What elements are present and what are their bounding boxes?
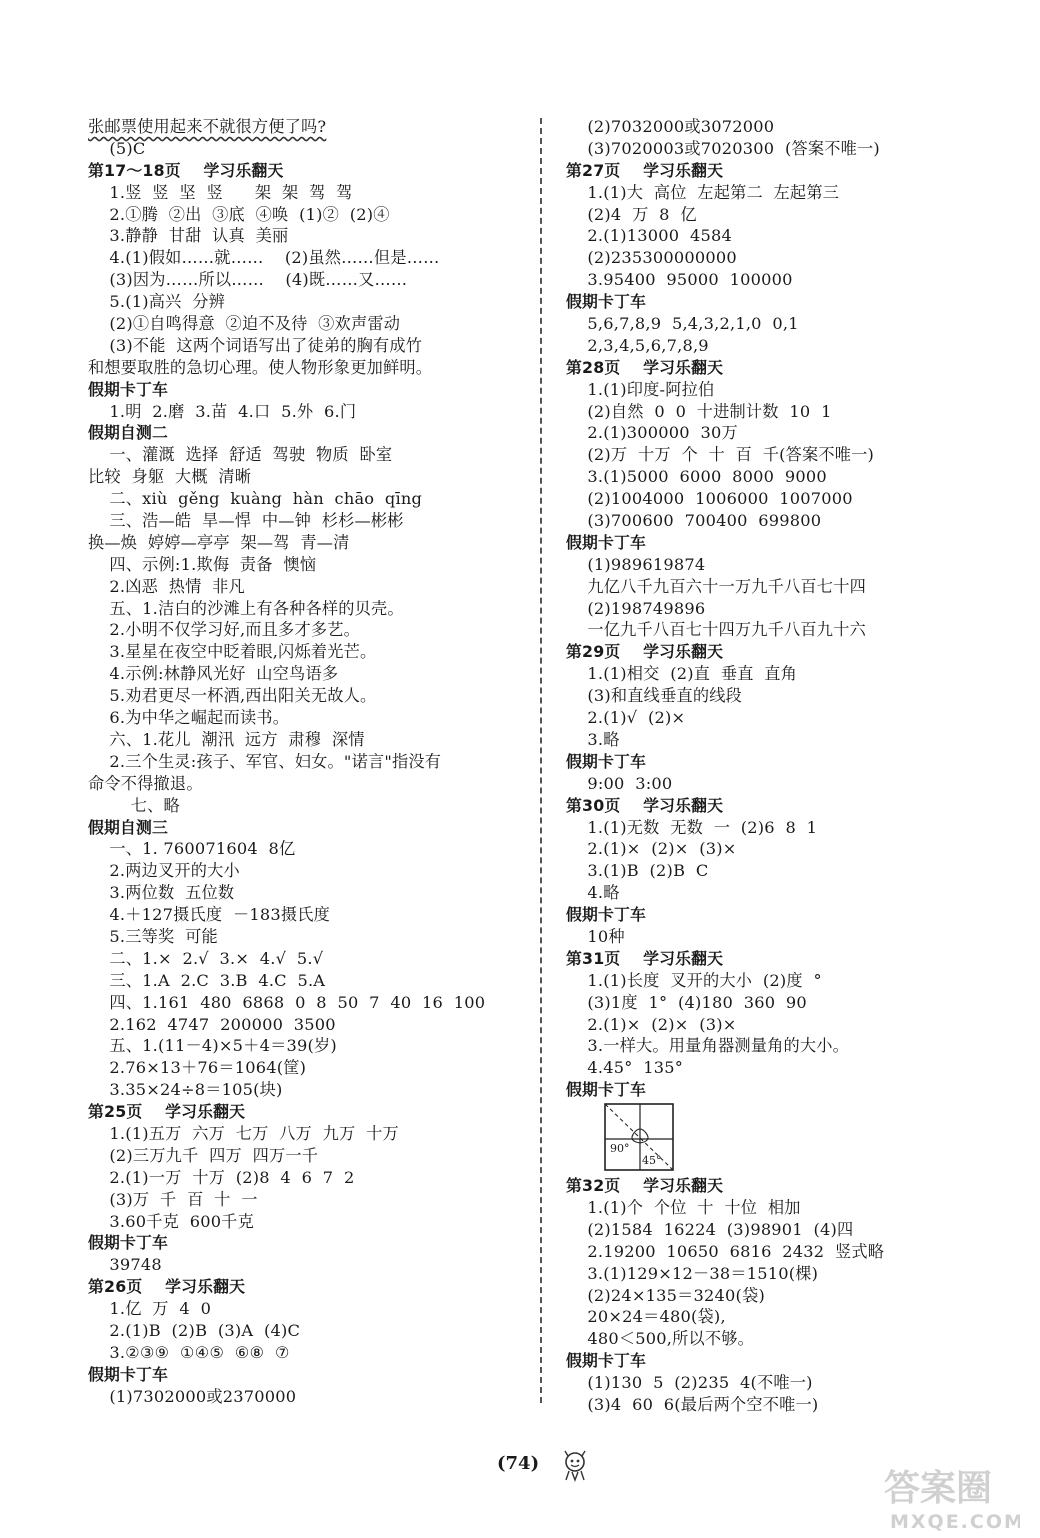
left-column	[88, 116, 518, 1408]
answer-line: 5.(1)高兴 分辨	[88, 292, 225, 312]
section-heading: 假期卡丁车	[88, 1364, 168, 1384]
section-heading: 第32页 学习乐翻天	[566, 1176, 724, 1196]
answer-line: 2.(1)一万 十万 (2)8 4 6 7 2	[88, 1167, 355, 1187]
column-divider	[540, 118, 542, 1403]
section-heading: 假期卡丁车	[566, 1351, 646, 1371]
answer-line: 五、1.(11－4)×5＋4＝39(岁)	[88, 1036, 337, 1056]
section-heading: 第30页 学习乐翻天	[566, 795, 724, 815]
answer-line: 3.两位数 五位数	[88, 883, 235, 903]
answer-line: 3.(1)129×12－38＝1510(棵)	[566, 1263, 819, 1283]
answer-line: 5.三等奖 可能	[88, 926, 218, 946]
answer-line: 3.95400 95000 100000	[566, 270, 793, 290]
answer-line: 四、示例:1.欺侮 责备 懊恼	[88, 554, 317, 574]
answer-line: 4.略	[566, 883, 620, 903]
answer-line: 六、1.花儿 潮汛 远方 肃穆 深情	[88, 729, 365, 749]
answer-line: 4.(1)假如……就…… (2)虽然……但是……	[88, 248, 440, 268]
answer-line: (2)4 万 8 亿	[566, 204, 697, 224]
answer-line: (1)130 5 (2)235 4(不唯一)	[566, 1373, 813, 1393]
answer-line: 1.(1)长度 叉开的大小 (2)度 °	[566, 970, 822, 990]
answer-line: (3)和直线垂直的线段	[566, 686, 743, 706]
answer-line: 3.60千克 600千克	[88, 1211, 254, 1231]
answer-line: 1.(1)相交 (2)直 垂直 直角	[566, 664, 798, 684]
section-heading: 第28页 学习乐翻天	[566, 357, 724, 377]
answer-line: 七、略	[88, 795, 180, 815]
angle-label-a: 90°	[610, 1142, 630, 1156]
answer-line: 命令不得撤退。	[88, 773, 203, 793]
answer-line: (5)C	[88, 138, 146, 158]
watermark-logo	[880, 1462, 1020, 1534]
answer-line: 3.略	[566, 729, 620, 749]
answer-line: (2)7032000或3072000	[566, 117, 775, 136]
section-heading: 第26页 学习乐翻天	[88, 1277, 246, 1297]
answer-line: (2)24×135＝3240(袋)	[566, 1285, 765, 1305]
answer-line: (2)自然 0 0 十进制计数 10 1	[566, 401, 832, 421]
watermark-line1: 答案圈	[884, 1468, 993, 1509]
answer-line: 3.35×24÷8＝105(块)	[88, 1080, 283, 1100]
answer-line: (2)三万九千 四万 四万一千	[88, 1145, 319, 1165]
answer-line: 1.(1)个 个位 十 十位 相加	[566, 1197, 801, 1217]
section-heading: 假期卡丁车	[566, 751, 646, 771]
answer-line: 和想要取胜的急切心理。使人物形象更加鲜明。	[88, 357, 433, 377]
answer-line: 2.①腾 ②出 ③底 ④唤 (1)② (2)④	[88, 204, 390, 224]
mascot-icon	[560, 1450, 590, 1486]
answer-line: (3)700600 700400 699800	[566, 511, 822, 531]
answer-line: 1.亿 万 4 0	[88, 1299, 212, 1319]
answer-line: 一亿九千八百七十四万九千八百九十六	[566, 620, 866, 640]
answer-line: 4.45° 135°	[566, 1058, 684, 1078]
answer-line: 1.竖 竖 坚 竖 架 架 驾 驾	[88, 182, 353, 202]
section-heading: 假期卡丁车	[566, 532, 646, 552]
section-heading: 第17～18页 学习乐翻天	[88, 160, 284, 180]
answer-line: (2)1584 16224 (3)98901 (4)四	[566, 1219, 854, 1239]
section-heading: 假期自测三	[88, 817, 168, 837]
answer-line: 比较 身躯 大概 清晰	[88, 467, 252, 487]
section-heading: 第25页 学习乐翻天	[88, 1102, 246, 1122]
answer-line: 5,6,7,8,9 5,4,3,2,1,0 0,1	[566, 314, 799, 334]
answer-line: 2.76×13＋76＝1064(筐)	[88, 1058, 307, 1078]
answer-line: (2)235300000000	[566, 248, 737, 268]
answer-line: 2,3,4,5,6,7,8,9	[566, 335, 709, 355]
answer-line: 4.＋127摄氏度 －183摄氏度	[88, 905, 331, 925]
answer-line: 3.(1)B (2)B C	[566, 861, 709, 881]
answer-line: 2.凶恶 热情 非凡	[88, 576, 245, 596]
answer-line: 3.静静 甘甜 认真 美丽	[88, 226, 289, 246]
section-heading: 第31页 学习乐翻天	[566, 948, 724, 968]
section-heading: 假期卡丁车	[566, 1080, 646, 1100]
answer-line: 2.162 4747 200000 3500	[88, 1014, 336, 1034]
answer-line: 四、1.161 480 6868 0 8 50 7 40 16 100	[88, 992, 486, 1012]
answer-line: 480＜500,所以不够。	[566, 1329, 755, 1349]
answer-line: 二、xiù gěng kuàng hàn chāo qīng	[88, 489, 423, 509]
right-column	[566, 116, 966, 1416]
answer-line: (3)7020003或7020300 (答案不唯一)	[566, 138, 880, 158]
answer-line: 2.两边叉开的大小	[88, 861, 240, 881]
answer-line: (3)不能 这两个词语写出了徒弟的胸有成竹	[88, 335, 423, 355]
answer-line: 2.(1)B (2)B (3)A (4)C	[88, 1320, 301, 1340]
angle-label-b: 45°	[642, 1154, 662, 1168]
section-heading: 第27页 学习乐翻天	[566, 160, 724, 180]
answer-line: (2)万 十万 个 十 百 千(答案不唯一)	[566, 445, 875, 465]
answer-line: 3.(1)5000 6000 8000 9000	[566, 467, 827, 487]
answer-line: 1.(1)印度-阿拉伯	[566, 379, 715, 399]
section-heading: 假期卡丁车	[88, 1233, 168, 1253]
answer-line: 一、灌溉 选择 舒适 驾驶 物质 卧室	[88, 445, 393, 465]
answer-line: 2.(1)300000 30万	[566, 423, 738, 443]
answer-line: 10种	[566, 926, 625, 946]
section-heading: 第29页 学习乐翻天	[566, 642, 724, 662]
answer-line: 3.②③⑨ ①④⑤ ⑥⑧ ⑦	[88, 1342, 290, 1362]
answer-line: (3)因为……所以…… (4)既……又……	[88, 270, 408, 290]
answer-line: 39748	[88, 1255, 162, 1275]
answer-line: 换—焕 婷婷—亭亭 架—驾 青—清	[88, 532, 350, 552]
answer-line: 2.(1)√ (2)×	[566, 708, 686, 728]
answer-line: 9:00 3:00	[566, 773, 673, 793]
answer-line: 2.(1)13000 4584	[566, 226, 732, 246]
answer-line: 五、1.洁白的沙滩上有各种各样的贝壳。	[88, 598, 404, 618]
angle-diagram-figure	[604, 1103, 674, 1171]
answer-line: 5.劝君更尽一杯酒,西出阳关无故人。	[88, 686, 377, 706]
answer-line: 3.一样大。用量角器测量角的大小。	[566, 1036, 850, 1056]
section-heading: 假期卡丁车	[88, 379, 168, 399]
answer-line: 二、1.× 2.√ 3.× 4.√ 5.√	[88, 948, 324, 968]
answer-line: (2)1004000 1006000 1007000	[566, 489, 853, 509]
answer-line: 2.小明不仅学习好,而且多才多艺。	[88, 620, 360, 640]
answer-line: 1.(1)无数 无数 一 (2)6 8 1	[566, 817, 818, 837]
answer-line: (3)万 千 百 十 一	[88, 1189, 258, 1209]
section-heading: 假期自测二	[88, 423, 168, 443]
section-heading: 假期卡丁车	[566, 292, 646, 312]
answer-line: (3)4 60 6(最后两个空不唯一)	[566, 1394, 819, 1414]
answer-line: 1.(1)五万 六万 七万 八万 九万 十万	[88, 1123, 399, 1143]
angle-diagram	[604, 1103, 674, 1171]
answer-line: 3.星星在夜空中眨着眼,闪烁着光芒。	[88, 642, 377, 662]
answer-line: (2)198749896	[566, 598, 706, 618]
answer-line: 九亿八千九百六十一万九千八百七十四	[566, 576, 866, 596]
answer-line: 6.为中华之崛起而读书。	[88, 708, 290, 728]
answer-line: 2.19200 10650 6816 2432 竖式略	[566, 1241, 885, 1261]
watermark-line2: MXQE.COM	[890, 1511, 1020, 1533]
answer-line: (1)7302000或2370000	[88, 1386, 297, 1406]
answer-line: (2)①自鸣得意 ②迫不及待 ③欢声雷动	[88, 314, 401, 334]
section-heading: 假期卡丁车	[566, 905, 646, 925]
answer-line: 1.(1)大 高位 左起第二 左起第三	[566, 182, 840, 202]
answer-line: 张邮票使用起来不就很方便了吗?	[88, 117, 327, 136]
answer-line: 20×24＝480(袋),	[566, 1307, 726, 1327]
answer-line: 2.三个生灵:孩子、军官、妇女。"诺言"指没有	[88, 751, 442, 771]
answer-line: 2.(1)× (2)× (3)×	[566, 839, 737, 859]
page-number: (74)	[497, 1453, 540, 1474]
answer-line: 一、1. 760071604 8亿	[88, 839, 296, 859]
answer-line: (3)1度 1° (4)180 360 90	[566, 992, 807, 1012]
answer-line: 4.示例:林静风光好 山空鸟语多	[88, 664, 339, 684]
answer-line: 2.(1)× (2)× (3)×	[566, 1014, 737, 1034]
answer-line: (1)989619874	[566, 554, 706, 574]
answer-line: 1.明 2.磨 3.苗 4.口 5.外 6.门	[88, 401, 357, 421]
answer-line: 三、浩—皓 旱—悍 中—钟 杉杉—彬彬	[88, 511, 404, 531]
answer-line: 三、1.A 2.C 3.B 4.C 5.A	[88, 970, 326, 990]
